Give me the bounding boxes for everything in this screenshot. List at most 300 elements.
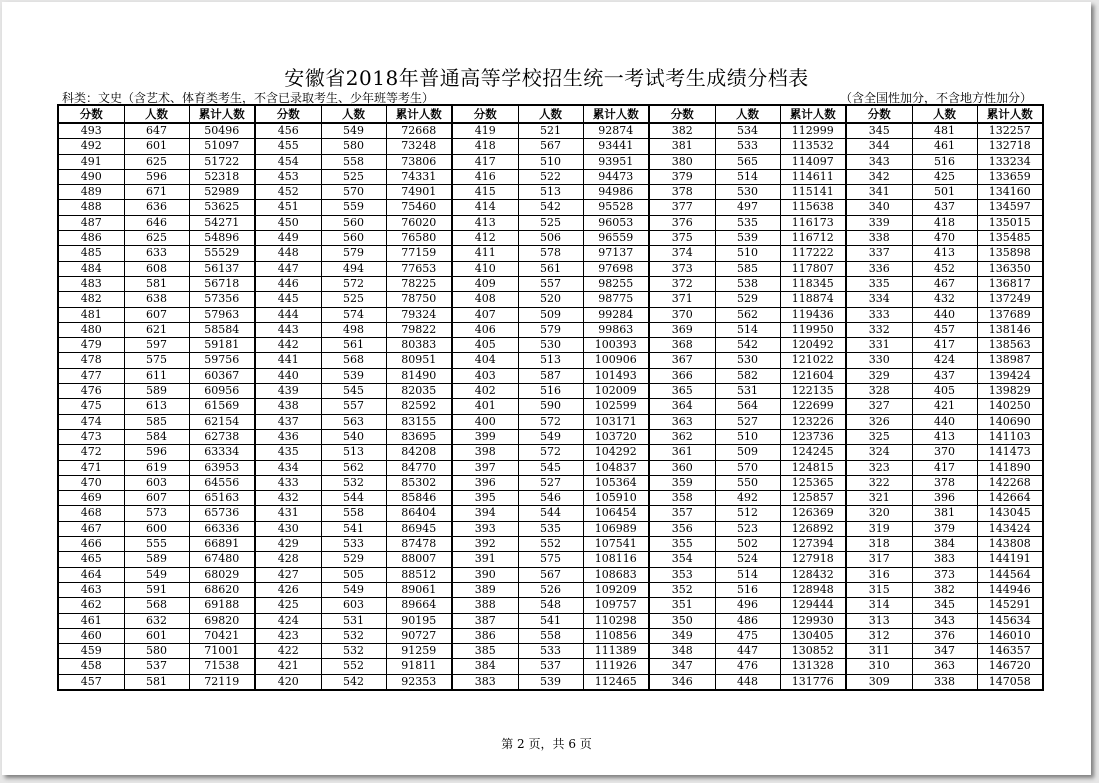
count-cell: 549	[321, 123, 386, 139]
cumulative-cell: 52318	[189, 169, 255, 184]
table-row	[58, 154, 1043, 169]
score-cell: 462	[58, 598, 124, 613]
score-cell: 426	[255, 582, 321, 597]
score-cell: 431	[255, 506, 321, 521]
cumulative-cell: 102009	[583, 384, 649, 399]
cumulative-cell: 103720	[583, 429, 649, 444]
cumulative-cell: 86945	[386, 521, 452, 536]
cumulative-cell: 66336	[189, 521, 255, 536]
cumulative-cell: 108683	[583, 567, 649, 582]
score-cell: 488	[58, 200, 124, 215]
count-cell: 467	[912, 276, 977, 291]
cumulative-cell: 124815	[780, 460, 846, 475]
cumulative-cell: 114097	[780, 154, 846, 169]
cumulative-cell: 72119	[189, 674, 255, 690]
count-cell: 558	[518, 628, 583, 643]
count-cell: 625	[124, 231, 189, 246]
score-cell: 425	[255, 598, 321, 613]
score-cell: 311	[846, 644, 912, 659]
cumulative-cell: 84770	[386, 460, 452, 475]
score-cell: 407	[452, 307, 518, 322]
score-cell: 357	[649, 506, 715, 521]
count-cell: 537	[518, 659, 583, 674]
count-cell: 437	[912, 200, 977, 215]
table-row	[58, 460, 1043, 475]
count-cell: 638	[124, 292, 189, 307]
score-cell: 463	[58, 582, 124, 597]
count-cell: 432	[912, 292, 977, 307]
count-cell: 587	[518, 368, 583, 383]
score-cell: 334	[846, 292, 912, 307]
score-cell: 352	[649, 582, 715, 597]
count-cell: 581	[124, 276, 189, 291]
count-cell: 447	[715, 644, 780, 659]
table-row	[58, 276, 1043, 291]
count-cell: 545	[321, 384, 386, 399]
score-cell: 439	[255, 384, 321, 399]
count-cell: 382	[912, 582, 977, 597]
score-cell: 430	[255, 521, 321, 536]
score-cell: 441	[255, 353, 321, 368]
count-cell: 533	[715, 139, 780, 154]
score-cell: 379	[649, 169, 715, 184]
count-cell: 373	[912, 567, 977, 582]
cumulative-cell: 109757	[583, 598, 649, 613]
score-cell: 481	[58, 307, 124, 322]
cumulative-cell: 63953	[189, 460, 255, 475]
cumulative-cell: 145634	[977, 613, 1043, 628]
column-header: 人数	[124, 105, 189, 123]
score-cell: 390	[452, 567, 518, 582]
score-cell: 389	[452, 582, 518, 597]
cumulative-cell: 130852	[780, 644, 846, 659]
cumulative-cell: 107541	[583, 537, 649, 552]
score-cell: 435	[255, 445, 321, 460]
count-cell: 575	[124, 353, 189, 368]
score-cell: 398	[452, 445, 518, 460]
count-cell: 526	[518, 582, 583, 597]
score-cell: 468	[58, 506, 124, 521]
cumulative-cell: 124245	[780, 445, 846, 460]
score-cell: 316	[846, 567, 912, 582]
score-cell: 402	[452, 384, 518, 399]
count-cell: 541	[321, 521, 386, 536]
count-cell: 600	[124, 521, 189, 536]
cumulative-cell: 141890	[977, 460, 1043, 475]
cumulative-cell: 79822	[386, 322, 452, 337]
count-cell: 646	[124, 215, 189, 230]
score-cell: 473	[58, 429, 124, 444]
column-header: 人数	[321, 105, 386, 123]
table-row	[58, 246, 1043, 261]
count-cell: 529	[321, 552, 386, 567]
count-cell: 338	[912, 674, 977, 690]
cumulative-cell: 90727	[386, 628, 452, 643]
column-header: 分数	[649, 105, 715, 123]
cumulative-cell: 79324	[386, 307, 452, 322]
score-cell: 348	[649, 644, 715, 659]
count-cell: 545	[518, 460, 583, 475]
score-cell: 344	[846, 139, 912, 154]
count-cell: 424	[912, 353, 977, 368]
score-cell: 314	[846, 598, 912, 613]
score-cell: 358	[649, 491, 715, 506]
count-cell: 513	[518, 185, 583, 200]
table-row	[58, 475, 1043, 490]
cumulative-cell: 69188	[189, 598, 255, 613]
count-cell: 539	[715, 231, 780, 246]
cumulative-cell: 135485	[977, 231, 1043, 246]
cumulative-cell: 138146	[977, 322, 1043, 337]
count-cell: 541	[518, 613, 583, 628]
cumulative-cell: 128948	[780, 582, 846, 597]
cumulative-cell: 122699	[780, 399, 846, 414]
count-cell: 647	[124, 123, 189, 139]
count-cell: 509	[518, 307, 583, 322]
count-cell: 525	[321, 292, 386, 307]
score-cell: 445	[255, 292, 321, 307]
cumulative-cell: 142664	[977, 491, 1043, 506]
count-cell: 607	[124, 491, 189, 506]
cumulative-cell: 99284	[583, 307, 649, 322]
count-cell: 561	[518, 261, 583, 276]
cumulative-cell: 61569	[189, 399, 255, 414]
count-cell: 559	[321, 200, 386, 215]
score-cell: 415	[452, 185, 518, 200]
cumulative-cell: 65163	[189, 491, 255, 506]
count-cell: 417	[912, 460, 977, 475]
score-cell: 309	[846, 674, 912, 690]
count-cell: 530	[518, 338, 583, 353]
score-cell: 420	[255, 674, 321, 690]
count-cell: 492	[715, 491, 780, 506]
cumulative-cell: 132257	[977, 123, 1043, 139]
count-cell: 516	[715, 582, 780, 597]
score-cell: 470	[58, 475, 124, 490]
score-cell: 456	[255, 123, 321, 139]
cumulative-cell: 146720	[977, 659, 1043, 674]
count-cell: 542	[321, 674, 386, 690]
score-cell: 323	[846, 460, 912, 475]
count-cell: 567	[518, 139, 583, 154]
count-cell: 581	[124, 674, 189, 690]
score-cell: 465	[58, 552, 124, 567]
cumulative-cell: 71001	[189, 644, 255, 659]
score-cell: 403	[452, 368, 518, 383]
score-cell: 474	[58, 414, 124, 429]
count-cell: 525	[321, 169, 386, 184]
score-cell: 317	[846, 552, 912, 567]
cumulative-cell: 56137	[189, 261, 255, 276]
score-cell: 400	[452, 414, 518, 429]
cumulative-cell: 130405	[780, 628, 846, 643]
cumulative-cell: 73248	[386, 139, 452, 154]
table-row	[58, 261, 1043, 276]
cumulative-cell: 127394	[780, 537, 846, 552]
count-cell: 531	[715, 384, 780, 399]
score-cell: 492	[58, 139, 124, 154]
count-cell: 633	[124, 246, 189, 261]
cumulative-cell: 141473	[977, 445, 1043, 460]
cumulative-cell: 62154	[189, 414, 255, 429]
score-cell: 418	[452, 139, 518, 154]
cumulative-cell: 123226	[780, 414, 846, 429]
cumulative-cell: 116712	[780, 231, 846, 246]
count-cell: 535	[715, 215, 780, 230]
count-cell: 603	[321, 598, 386, 613]
cumulative-cell: 72668	[386, 123, 452, 139]
score-cell: 328	[846, 384, 912, 399]
cumulative-cell: 82592	[386, 399, 452, 414]
table-row	[58, 368, 1043, 383]
count-cell: 568	[124, 598, 189, 613]
score-cell: 372	[649, 276, 715, 291]
count-cell: 516	[912, 154, 977, 169]
count-cell: 621	[124, 322, 189, 337]
cumulative-cell: 55529	[189, 246, 255, 261]
score-table	[57, 104, 1044, 691]
cumulative-cell: 51097	[189, 139, 255, 154]
score-cell: 337	[846, 246, 912, 261]
score-cell: 484	[58, 261, 124, 276]
count-cell: 572	[321, 276, 386, 291]
score-cell: 447	[255, 261, 321, 276]
cumulative-cell: 112465	[583, 674, 649, 690]
score-cell: 324	[846, 445, 912, 460]
table-row	[58, 292, 1043, 307]
count-cell: 527	[715, 414, 780, 429]
score-cell: 393	[452, 521, 518, 536]
cumulative-cell: 83155	[386, 414, 452, 429]
score-cell: 310	[846, 659, 912, 674]
table-row	[58, 200, 1043, 215]
count-cell: 568	[321, 353, 386, 368]
score-cell: 480	[58, 322, 124, 337]
score-cell: 411	[452, 246, 518, 261]
score-cell: 364	[649, 399, 715, 414]
count-cell: 585	[715, 261, 780, 276]
score-cell: 408	[452, 292, 518, 307]
table-row	[58, 521, 1043, 536]
cumulative-cell: 78750	[386, 292, 452, 307]
cumulative-cell: 89664	[386, 598, 452, 613]
cumulative-cell: 96559	[583, 231, 649, 246]
page-title: 安徽省2018年普通高等学校招生统一考试考生成绩分档表	[284, 66, 809, 90]
score-cell: 330	[846, 353, 912, 368]
cumulative-cell: 86404	[386, 506, 452, 521]
count-cell: 590	[518, 399, 583, 414]
score-cell: 356	[649, 521, 715, 536]
count-cell: 396	[912, 491, 977, 506]
column-header: 分数	[846, 105, 912, 123]
count-cell: 461	[912, 139, 977, 154]
count-cell: 523	[715, 521, 780, 536]
score-cell: 475	[58, 399, 124, 414]
table-row	[58, 445, 1043, 460]
score-cell: 343	[846, 154, 912, 169]
count-cell: 542	[518, 200, 583, 215]
score-cell: 412	[452, 231, 518, 246]
score-cell: 394	[452, 506, 518, 521]
score-cell: 428	[255, 552, 321, 567]
table-row	[58, 613, 1043, 628]
score-cell: 374	[649, 246, 715, 261]
score-cell: 365	[649, 384, 715, 399]
cumulative-cell: 114611	[780, 169, 846, 184]
count-cell: 580	[321, 139, 386, 154]
count-cell: 476	[715, 659, 780, 674]
count-cell: 611	[124, 368, 189, 383]
count-cell: 421	[912, 399, 977, 414]
cumulative-cell: 94473	[583, 169, 649, 184]
score-cell: 341	[846, 185, 912, 200]
count-cell: 532	[321, 628, 386, 643]
score-cell: 375	[649, 231, 715, 246]
score-cell: 380	[649, 154, 715, 169]
cumulative-cell: 56718	[189, 276, 255, 291]
cumulative-cell: 57356	[189, 292, 255, 307]
cumulative-cell: 80383	[386, 338, 452, 353]
count-cell: 533	[518, 644, 583, 659]
score-cell: 479	[58, 338, 124, 353]
score-cell: 452	[255, 185, 321, 200]
score-cell: 332	[846, 322, 912, 337]
score-cell: 335	[846, 276, 912, 291]
score-cell: 397	[452, 460, 518, 475]
count-cell: 560	[321, 215, 386, 230]
table-row	[58, 399, 1043, 414]
cumulative-cell: 136817	[977, 276, 1043, 291]
score-cell: 422	[255, 644, 321, 659]
cumulative-cell: 91811	[386, 659, 452, 674]
count-cell: 486	[715, 613, 780, 628]
score-cell: 384	[452, 659, 518, 674]
count-cell: 514	[715, 322, 780, 337]
count-cell: 513	[321, 445, 386, 460]
count-cell: 549	[124, 567, 189, 582]
cumulative-cell: 76580	[386, 231, 452, 246]
score-cell: 347	[649, 659, 715, 674]
cumulative-cell: 57963	[189, 307, 255, 322]
score-cell: 417	[452, 154, 518, 169]
table-row	[58, 307, 1043, 322]
cumulative-cell: 101493	[583, 368, 649, 383]
score-cell: 350	[649, 613, 715, 628]
count-cell: 549	[518, 429, 583, 444]
cumulative-cell: 64556	[189, 475, 255, 490]
cumulative-cell: 117222	[780, 246, 846, 261]
score-cell: 491	[58, 154, 124, 169]
table-row	[58, 414, 1043, 429]
score-cell: 486	[58, 231, 124, 246]
count-cell: 562	[321, 460, 386, 475]
score-cell: 385	[452, 644, 518, 659]
count-cell: 557	[518, 276, 583, 291]
cumulative-cell: 92353	[386, 674, 452, 690]
count-cell: 544	[518, 506, 583, 521]
score-cell: 427	[255, 567, 321, 582]
document-page	[2, 2, 1091, 775]
score-cell: 423	[255, 628, 321, 643]
count-cell: 383	[912, 552, 977, 567]
score-cell: 490	[58, 169, 124, 184]
cumulative-cell: 119436	[780, 307, 846, 322]
cumulative-cell: 68029	[189, 567, 255, 582]
count-cell: 522	[518, 169, 583, 184]
score-cell: 442	[255, 338, 321, 353]
table-row	[58, 491, 1043, 506]
count-cell: 502	[715, 537, 780, 552]
cumulative-cell: 104292	[583, 445, 649, 460]
table-row	[58, 185, 1043, 200]
cumulative-cell: 99863	[583, 322, 649, 337]
score-cell: 391	[452, 552, 518, 567]
cumulative-cell: 63334	[189, 445, 255, 460]
count-cell: 538	[715, 276, 780, 291]
score-cell: 360	[649, 460, 715, 475]
score-cell: 386	[452, 628, 518, 643]
count-cell: 417	[912, 338, 977, 353]
score-cell: 318	[846, 537, 912, 552]
count-cell: 625	[124, 154, 189, 169]
score-cell: 346	[649, 674, 715, 690]
cumulative-cell: 131328	[780, 659, 846, 674]
cumulative-cell: 113532	[780, 139, 846, 154]
count-cell: 381	[912, 506, 977, 521]
cumulative-cell: 88007	[386, 552, 452, 567]
table-row	[58, 552, 1043, 567]
count-cell: 608	[124, 261, 189, 276]
cumulative-cell: 105910	[583, 491, 649, 506]
cumulative-cell: 111389	[583, 644, 649, 659]
cumulative-cell: 115141	[780, 185, 846, 200]
cumulative-cell: 106989	[583, 521, 649, 536]
score-cell: 461	[58, 613, 124, 628]
score-cell: 315	[846, 582, 912, 597]
count-cell: 564	[715, 399, 780, 414]
cumulative-cell: 137249	[977, 292, 1043, 307]
score-cell: 478	[58, 353, 124, 368]
cumulative-cell: 133234	[977, 154, 1043, 169]
score-cell: 354	[649, 552, 715, 567]
table-row	[58, 215, 1043, 230]
cumulative-cell: 67480	[189, 552, 255, 567]
count-cell: 497	[715, 200, 780, 215]
score-cell: 477	[58, 368, 124, 383]
cumulative-cell: 81490	[386, 368, 452, 383]
count-cell: 534	[715, 123, 780, 139]
cumulative-cell: 83695	[386, 429, 452, 444]
count-cell: 506	[518, 231, 583, 246]
score-cell: 444	[255, 307, 321, 322]
score-cell: 396	[452, 475, 518, 490]
cumulative-cell: 102599	[583, 399, 649, 414]
cumulative-cell: 134597	[977, 200, 1043, 215]
score-cell: 351	[649, 598, 715, 613]
count-cell: 601	[124, 628, 189, 643]
cumulative-cell: 140250	[977, 399, 1043, 414]
count-cell: 498	[321, 322, 386, 337]
cumulative-cell: 119950	[780, 322, 846, 337]
cumulative-cell: 133659	[977, 169, 1043, 184]
cumulative-cell: 126369	[780, 506, 846, 521]
cumulative-cell: 60367	[189, 368, 255, 383]
count-cell: 345	[912, 598, 977, 613]
cumulative-cell: 78225	[386, 276, 452, 291]
cumulative-cell: 144946	[977, 582, 1043, 597]
page-footer: 第 2 页，共 6 页	[501, 737, 592, 751]
count-cell: 555	[124, 537, 189, 552]
